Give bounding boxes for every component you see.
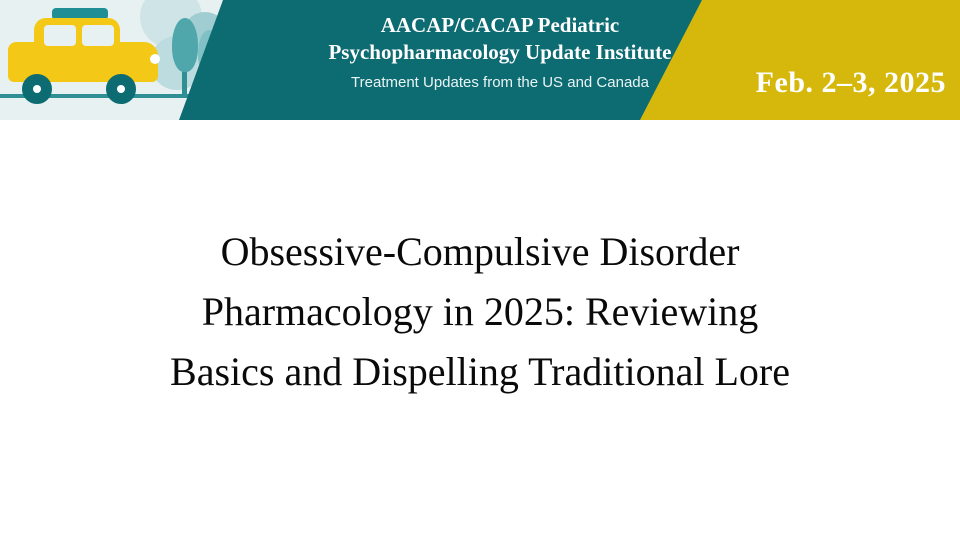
page-title-line: Pharmacology in 2025: Reviewing: [201, 289, 759, 334]
conference-tagline: Treatment Updates from the US and Canada: [351, 74, 649, 91]
tree-icon: [172, 18, 198, 72]
conference-banner: [0, 0, 960, 120]
car-window-icon: [44, 25, 76, 46]
page-title-line: Basics and Dispelling Traditional Lore: [170, 349, 790, 394]
conference-name-line1: AACAP/CACAP Pediatric: [380, 13, 620, 37]
car-window-icon: [82, 25, 114, 46]
conference-dates: Feb. 2–3, 2025: [755, 66, 946, 99]
conference-title-group: [280, 12, 720, 94]
conference-name-line2: Psychopharmacology Update Institute: [328, 40, 672, 64]
car-wheel-icon: [22, 74, 52, 104]
banner-illustration: [0, 0, 268, 120]
car-headlight-icon: [150, 54, 160, 64]
page-title-line: Obsessive-Compulsive Disorder: [220, 229, 740, 274]
page-title: [50, 222, 910, 402]
car-wheel-icon: [106, 74, 136, 104]
